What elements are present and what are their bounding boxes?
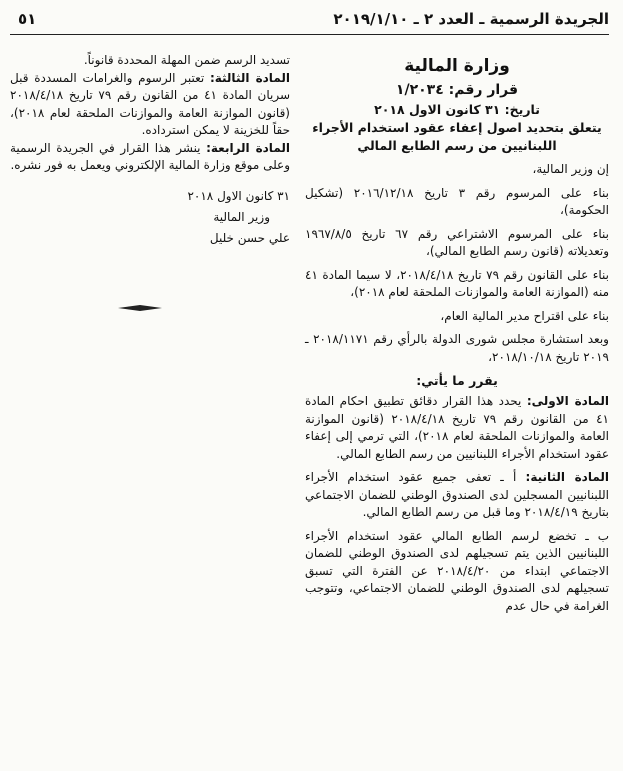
decree-date: تاريخ: ٣١ كانون الاول ٢٠١٨: [374, 102, 540, 117]
decree-subject: يتعلق بتحديد اصول إعفاء عقود استخدام الأجراء اللبنانيين من رسم الطابع المالي: [312, 120, 602, 153]
left-column: [10, 52, 290, 250]
article-title: المادة الاولى:: [526, 394, 609, 408]
article-4: [10, 140, 290, 175]
article-2a: [305, 469, 609, 522]
continued-paragraph: تسديد الرسم ضمن المهلة المحددة قانوناً.: [83, 53, 290, 67]
preamble-paragraph: إن وزير المالية،: [532, 162, 609, 176]
signature-block: [10, 187, 290, 248]
article-2b: ب ـ تخضع لرسم الطابع المالي عقود استخدام الأجراء اللبنانيين الذين يتم تسجيلهم لدى الصندوق الوطني للضمان الاجتماعي ابتداء من ٢٠١٨/٤/٢٠ عن الفترة التي تسبق تسجيلهم لدى الصندوق الوطني للضمان الاجتماعي، وتتوجب الغرامة في حال عدم: [305, 528, 609, 613]
right-column: [305, 56, 609, 615]
article-text: ينشر هذا القرار في الجريدة الرسمية وعلى موقع وزارة المالية الإلكتروني ويعمل به فور نشره.: [10, 140, 290, 172]
resolves-heading: يقرر ما يأتي:: [416, 373, 498, 388]
page-number: ٥١: [18, 10, 37, 28]
signature-date: ٣١ كانون الاول ٢٠١٨: [187, 188, 290, 203]
page-header: [10, 10, 609, 34]
signature-name: علي حسن خليل: [209, 230, 290, 245]
signature-title: وزير المالية: [213, 209, 270, 224]
preamble-paragraph: بناء على المرسوم الاشتراعي رقم ٦٧ تاريخ ١٩٦٧/٨/٥ وتعديلاته (قانون رسم الطابع المالي)،: [305, 226, 609, 258]
section-divider: [118, 305, 162, 311]
preamble-paragraph: بناء على المرسوم رقم ٣ تاريخ ٢٠١٦/١٢/١٨ (تشكيل الحكومة)،: [305, 185, 609, 217]
preamble-paragraph: وبعد استشارة مجلس شورى الدولة بالرأي رقم ٢٠١٨/١١٧١ ـ ٢٠١٩ تاريخ ٢٠١٨/١٠/١٨،: [305, 332, 609, 364]
preamble-paragraph: بناء على القانون رقم ٧٩ تاريخ ٢٠١٨/٤/١٨، لا سيما المادة ٤١ منه (الموازنة العامة والموازنات الملحقة لعام ٢٠١٨)،: [305, 267, 609, 299]
article-text: أ ـ تعفى جميع عقود استخدام الأجراء اللبنانيين المسجلين لدى الصندوق الوطني للضمان الاجتماعي بتاريخ ٢٠١٨/٤/١٩ وما قبل من رسم الطابع المالي.: [305, 470, 609, 519]
ministry-heading: وزارة المالية: [404, 56, 510, 76]
gazette-title: الجريدة الرسمية ـ العدد ٢ ـ ٢٠١٩/١/١٠: [333, 10, 609, 28]
preamble-paragraph: بناء على اقتراح مدير المالية العام،: [440, 308, 609, 323]
article-title: المادة الرابعة:: [206, 140, 290, 155]
article-text: يحدد هذا القرار دقائق تطبيق احكام المادة ٤١ من القانون رقم ٧٩ تاريخ ٢٠١٨/٤/١٨ (قانون الموازنة العامة والموازنات الملحقة لعام ٢٠١٨)، التي ترمي إلى إعفاء عقود استخدام الأجراء اللبنانيين من رسم الطابع المالي.: [305, 394, 609, 461]
article-title: المادة الثانية:: [525, 470, 609, 484]
header-rule: [10, 34, 609, 35]
article-text: تعتبر الرسوم والغرامات المسددة قبل سريان المادة ٤١ من القانون رقم ٧٩ تاريخ ٢٠١٨/٤/١٨ (قانون الموازنة العامة والموازنات الملحقة لعام ٢٠١٨)، حقاً للخزينة لا يمكن استرداده.: [10, 70, 291, 137]
article-title: المادة الثالثة:: [209, 70, 290, 85]
article-3: [10, 70, 290, 140]
decree-number: قرار رقم: ١/٢٠٣٤: [395, 82, 519, 98]
article-1: [305, 393, 609, 463]
